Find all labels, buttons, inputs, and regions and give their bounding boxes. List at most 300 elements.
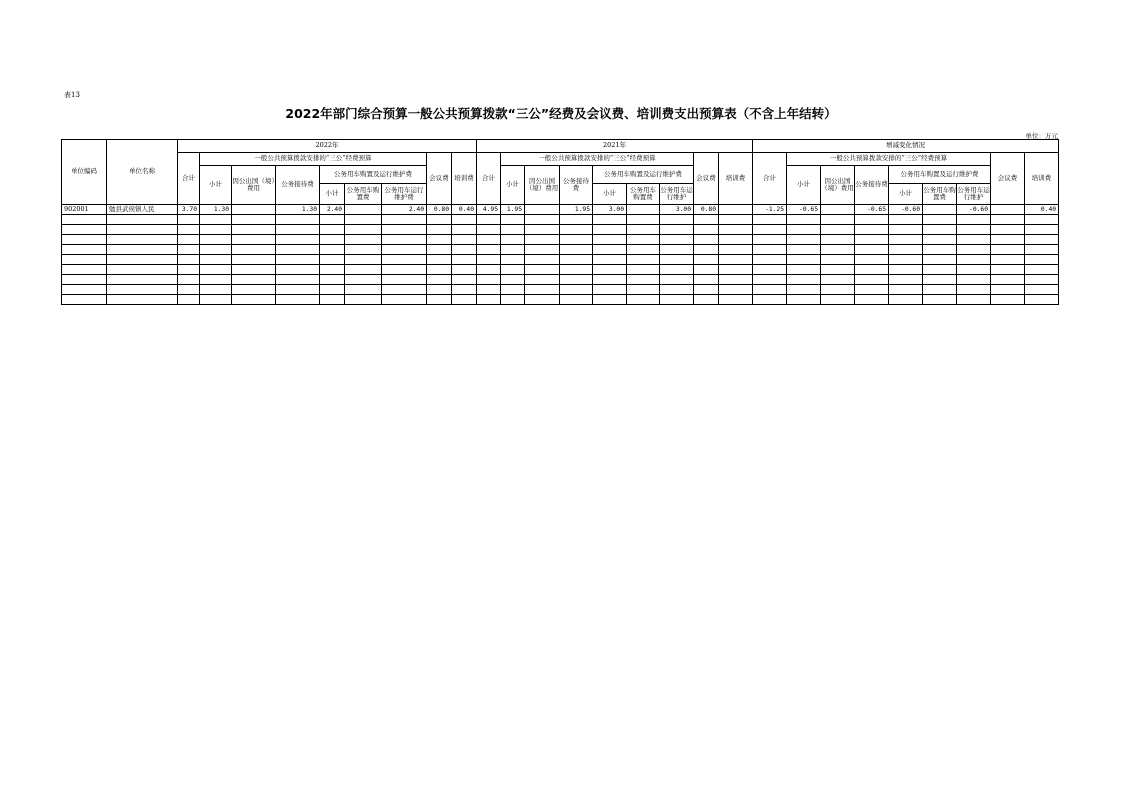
empty-cell: [694, 285, 719, 295]
empty-cell: [232, 275, 276, 285]
empty-cell: [1025, 225, 1059, 235]
cell-value: [821, 205, 855, 215]
empty-cell: [501, 235, 525, 245]
empty-cell: [627, 245, 660, 255]
empty-cell: [1025, 285, 1059, 295]
cell-unit-name: 勉县武侯镇人民: [107, 205, 178, 215]
cell-value: 0.80: [694, 205, 719, 215]
empty-cell: [200, 215, 232, 225]
empty-cell: [62, 215, 107, 225]
empty-cell: [382, 295, 427, 305]
empty-cell: [821, 255, 855, 265]
page-title: 2022年部门综合预算一般公共预算拨款“三公”经费及会议费、培训费支出预算表（不含上年结转）: [285, 106, 837, 121]
empty-cell: [232, 265, 276, 275]
empty-cell: [889, 235, 923, 245]
header-total-2022: 合计: [178, 153, 200, 205]
empty-cell: [889, 285, 923, 295]
empty-cell: [593, 255, 627, 265]
header-vehicle-purchase-change: 公务用车购置费: [923, 184, 957, 205]
empty-cell: [477, 215, 501, 225]
table-number: 表13: [64, 91, 80, 99]
header-total-2021: 合计: [477, 153, 501, 205]
header-abroad-2021: 因公出国（境）费用: [525, 166, 560, 205]
empty-cell: [957, 295, 991, 305]
empty-cell: [991, 245, 1025, 255]
empty-cell: [382, 265, 427, 275]
empty-cell: [525, 255, 560, 265]
empty-cell: [957, 275, 991, 285]
header-vehicle-group-change: 公务用车购置及运行维护费: [889, 166, 991, 184]
cell-value: 4.95: [477, 205, 501, 215]
empty-cell: [276, 285, 320, 295]
empty-cell: [200, 225, 232, 235]
empty-cell: [787, 255, 821, 265]
empty-cell: [753, 215, 787, 225]
empty-cell: [821, 265, 855, 275]
header-vehicle-purchase-2022: 公务用车购置费: [345, 184, 382, 205]
empty-cell: [276, 275, 320, 285]
empty-cell: [320, 265, 345, 275]
empty-cell: [178, 285, 200, 295]
cell-value: -0.60: [889, 205, 923, 215]
empty-cell: [232, 285, 276, 295]
empty-cell: [593, 265, 627, 275]
cell-value: 2.40: [320, 205, 345, 215]
empty-cell: [660, 265, 694, 275]
header-meeting-change: 会议费: [991, 153, 1025, 205]
empty-cell: [753, 285, 787, 295]
empty-cell: [382, 235, 427, 245]
empty-cell: [477, 245, 501, 255]
empty-cell: [593, 275, 627, 285]
empty-cell: [694, 295, 719, 305]
cell-value: 1.30: [200, 205, 232, 215]
empty-cell: [855, 245, 889, 255]
empty-cell: [62, 275, 107, 285]
empty-cell: [276, 225, 320, 235]
empty-cell: [855, 255, 889, 265]
empty-cell: [232, 245, 276, 255]
empty-cell: [694, 225, 719, 235]
empty-cell: [525, 225, 560, 235]
empty-cell: [178, 235, 200, 245]
empty-cell: [62, 225, 107, 235]
empty-cell: [320, 275, 345, 285]
empty-cell: [753, 245, 787, 255]
empty-cell: [1025, 255, 1059, 265]
empty-cell: [382, 275, 427, 285]
empty-cell: [753, 275, 787, 285]
empty-cell: [107, 265, 178, 275]
cell-value: [525, 205, 560, 215]
empty-cell: [320, 235, 345, 245]
empty-cell: [427, 245, 452, 255]
empty-row: [62, 255, 1059, 265]
empty-cell: [525, 235, 560, 245]
empty-cell: [821, 295, 855, 305]
cell-value: 0.40: [452, 205, 477, 215]
header-vehicle-group-2021: 公务用车购置及运行维护费: [593, 166, 694, 184]
empty-cell: [200, 255, 232, 265]
empty-cell: [923, 255, 957, 265]
empty-cell: [923, 295, 957, 305]
empty-cell: [452, 295, 477, 305]
header-subtotal-2021: 小计: [501, 166, 525, 205]
empty-cell: [232, 215, 276, 225]
empty-cell: [753, 235, 787, 245]
cell-value: [991, 205, 1025, 215]
empty-cell: [276, 215, 320, 225]
empty-cell: [957, 255, 991, 265]
cell-value: -0.65: [787, 205, 821, 215]
empty-cell: [452, 275, 477, 285]
empty-cell: [1025, 245, 1059, 255]
empty-cell: [787, 275, 821, 285]
empty-cell: [660, 295, 694, 305]
empty-cell: [427, 275, 452, 285]
empty-cell: [107, 235, 178, 245]
empty-cell: [276, 245, 320, 255]
empty-cell: [427, 215, 452, 225]
empty-cell: [200, 235, 232, 245]
empty-cell: [991, 275, 1025, 285]
header-reception-2022: 公务接待费: [276, 166, 320, 205]
empty-cell: [660, 255, 694, 265]
empty-cell: [62, 255, 107, 265]
header-vehicle-purchase-2021: 公务用车购置费: [627, 184, 660, 205]
empty-cell: [477, 275, 501, 285]
empty-cell: [501, 215, 525, 225]
empty-cell: [694, 245, 719, 255]
empty-cell: [719, 225, 753, 235]
header-training-change: 培训费: [1025, 153, 1059, 205]
empty-cell: [821, 285, 855, 295]
empty-cell: [178, 265, 200, 275]
empty-cell: [525, 275, 560, 285]
cell-value: 3.70: [178, 205, 200, 215]
empty-cell: [889, 265, 923, 275]
empty-cell: [889, 255, 923, 265]
empty-cell: [452, 245, 477, 255]
empty-cell: [889, 295, 923, 305]
empty-cell: [660, 245, 694, 255]
empty-cell: [957, 215, 991, 225]
cell-value: [719, 205, 753, 215]
unit-label: 单位：万元: [1025, 132, 1058, 140]
empty-row: [62, 235, 1059, 245]
empty-cell: [382, 255, 427, 265]
header-vehicle-subtotal-2021: 小计: [593, 184, 627, 205]
empty-cell: [232, 225, 276, 235]
header-subtotal-2022: 小计: [200, 166, 232, 205]
empty-cell: [627, 225, 660, 235]
empty-cell: [787, 215, 821, 225]
empty-cell: [889, 275, 923, 285]
header-unit-name: 单位名称: [107, 140, 178, 205]
empty-cell: [200, 245, 232, 255]
header-change: 增减变化情况: [753, 140, 1059, 153]
empty-cell: [525, 265, 560, 275]
empty-cell: [62, 265, 107, 275]
cell-value: 2.40: [382, 205, 427, 215]
cell-value: 1.30: [276, 205, 320, 215]
empty-cell: [593, 295, 627, 305]
empty-cell: [1025, 265, 1059, 275]
cell-value: 0.40: [1025, 205, 1059, 215]
empty-cell: [694, 255, 719, 265]
empty-cell: [787, 295, 821, 305]
cell-value: -0.60: [957, 205, 991, 215]
header-abroad-change: 因公出国（境）费用: [821, 166, 855, 205]
empty-cell: [855, 265, 889, 275]
cell-value: [232, 205, 276, 215]
empty-cell: [200, 265, 232, 275]
empty-cell: [923, 225, 957, 235]
cell-value: 3.00: [593, 205, 627, 215]
empty-cell: [660, 275, 694, 285]
empty-cell: [560, 215, 593, 225]
empty-cell: [345, 255, 382, 265]
empty-cell: [501, 285, 525, 295]
empty-cell: [719, 285, 753, 295]
empty-cell: [923, 245, 957, 255]
empty-cell: [719, 275, 753, 285]
empty-cell: [232, 255, 276, 265]
header-training-2022: 培训费: [452, 153, 477, 205]
empty-cell: [525, 285, 560, 295]
header-vehicle-run-2022: 公务用车运行维护费: [382, 184, 427, 205]
table-row: [62, 205, 1059, 215]
empty-cell: [107, 295, 178, 305]
header-vehicle-subtotal-2022: 小计: [320, 184, 345, 205]
empty-cell: [178, 225, 200, 235]
header-year-2022: 2022年: [178, 140, 477, 153]
empty-cell: [345, 245, 382, 255]
empty-cell: [107, 255, 178, 265]
empty-cell: [753, 225, 787, 235]
empty-cell: [660, 225, 694, 235]
empty-cell: [957, 245, 991, 255]
empty-cell: [957, 225, 991, 235]
empty-cell: [694, 275, 719, 285]
empty-cell: [991, 265, 1025, 275]
empty-cell: [660, 215, 694, 225]
empty-cell: [560, 255, 593, 265]
empty-cell: [427, 285, 452, 295]
empty-cell: [923, 235, 957, 245]
empty-cell: [200, 275, 232, 285]
empty-cell: [957, 285, 991, 295]
empty-cell: [320, 225, 345, 235]
empty-cell: [178, 275, 200, 285]
empty-row: [62, 245, 1059, 255]
header-training-2021: 培训费: [719, 153, 753, 205]
empty-cell: [660, 235, 694, 245]
empty-cell: [787, 245, 821, 255]
empty-cell: [345, 265, 382, 275]
empty-cell: [923, 285, 957, 295]
empty-cell: [382, 225, 427, 235]
empty-cell: [525, 245, 560, 255]
empty-cell: [991, 285, 1025, 295]
empty-cell: [382, 215, 427, 225]
empty-cell: [719, 265, 753, 275]
empty-cell: [957, 235, 991, 245]
empty-cell: [452, 285, 477, 295]
empty-cell: [855, 295, 889, 305]
empty-cell: [178, 215, 200, 225]
header-reception-change: 公务接待费: [855, 166, 889, 205]
empty-cell: [178, 245, 200, 255]
empty-cell: [232, 235, 276, 245]
empty-cell: [345, 285, 382, 295]
header-vehicle-group-2022: 公务用车购置及运行维护费: [320, 166, 427, 184]
empty-cell: [560, 265, 593, 275]
empty-cell: [107, 285, 178, 295]
header-vehicle-run-change: 公务用车运行维护: [957, 184, 991, 205]
empty-cell: [593, 225, 627, 235]
empty-cell: [821, 275, 855, 285]
empty-cell: [753, 295, 787, 305]
empty-cell: [345, 295, 382, 305]
empty-cell: [178, 255, 200, 265]
empty-cell: [320, 215, 345, 225]
empty-cell: [719, 295, 753, 305]
empty-cell: [320, 285, 345, 295]
empty-cell: [627, 275, 660, 285]
empty-cell: [719, 215, 753, 225]
empty-cell: [320, 245, 345, 255]
header-subtotal-change: 小计: [787, 166, 821, 205]
empty-cell: [889, 225, 923, 235]
empty-cell: [452, 225, 477, 235]
empty-cell: [923, 275, 957, 285]
empty-cell: [719, 255, 753, 265]
empty-cell: [787, 235, 821, 245]
empty-cell: [345, 235, 382, 245]
empty-cell: [593, 245, 627, 255]
cell-value: [627, 205, 660, 215]
empty-cell: [889, 215, 923, 225]
empty-cell: [501, 275, 525, 285]
empty-cell: [62, 295, 107, 305]
empty-cell: [627, 235, 660, 245]
empty-cell: [787, 285, 821, 295]
cell-value: [345, 205, 382, 215]
empty-row: [62, 295, 1059, 305]
empty-cell: [477, 295, 501, 305]
empty-cell: [821, 245, 855, 255]
empty-cell: [627, 265, 660, 275]
budget-table: [61, 139, 1059, 305]
empty-cell: [107, 225, 178, 235]
empty-cell: [452, 235, 477, 245]
empty-cell: [593, 215, 627, 225]
empty-cell: [991, 295, 1025, 305]
empty-cell: [427, 255, 452, 265]
empty-cell: [427, 295, 452, 305]
empty-cell: [320, 295, 345, 305]
empty-cell: [477, 225, 501, 235]
empty-cell: [1025, 235, 1059, 245]
empty-cell: [501, 245, 525, 255]
empty-cell: [382, 245, 427, 255]
header-sangong-2021: 一般公共预算拨款安排的“三公”经费预算: [501, 153, 694, 166]
empty-cell: [320, 255, 345, 265]
empty-cell: [855, 225, 889, 235]
empty-cell: [501, 295, 525, 305]
empty-cell: [452, 215, 477, 225]
empty-cell: [62, 235, 107, 245]
empty-cell: [991, 255, 1025, 265]
empty-cell: [427, 235, 452, 245]
empty-cell: [694, 235, 719, 245]
empty-cell: [477, 235, 501, 245]
header-meeting-2022: 会议费: [427, 153, 452, 205]
empty-cell: [694, 265, 719, 275]
empty-cell: [62, 285, 107, 295]
empty-row: [62, 265, 1059, 275]
header-year-2021: 2021年: [477, 140, 753, 153]
header-unit-code: 单位编码: [62, 140, 107, 205]
header-total-change: 合计: [753, 153, 787, 205]
empty-cell: [200, 295, 232, 305]
empty-cell: [276, 295, 320, 305]
empty-cell: [107, 275, 178, 285]
table-body: [62, 205, 1059, 305]
header-vehicle-subtotal-change: 小计: [889, 184, 923, 205]
header-vehicle-run-2021: 公务用车运行维护: [660, 184, 694, 205]
empty-cell: [200, 285, 232, 295]
empty-cell: [232, 295, 276, 305]
empty-cell: [560, 245, 593, 255]
empty-cell: [477, 255, 501, 265]
empty-cell: [753, 265, 787, 275]
empty-cell: [107, 245, 178, 255]
empty-cell: [107, 215, 178, 225]
empty-cell: [276, 265, 320, 275]
cell-value: -1.25: [753, 205, 787, 215]
empty-cell: [560, 275, 593, 285]
empty-cell: [593, 235, 627, 245]
empty-row: [62, 275, 1059, 285]
cell-unit-code: 902001: [62, 205, 107, 215]
cell-value: [923, 205, 957, 215]
empty-cell: [855, 285, 889, 295]
empty-cell: [345, 225, 382, 235]
empty-cell: [855, 275, 889, 285]
cell-value: 0.80: [427, 205, 452, 215]
empty-row: [62, 225, 1059, 235]
empty-cell: [889, 245, 923, 255]
empty-cell: [627, 255, 660, 265]
empty-cell: [477, 265, 501, 275]
empty-cell: [452, 265, 477, 275]
empty-cell: [787, 225, 821, 235]
empty-cell: [821, 225, 855, 235]
empty-cell: [345, 215, 382, 225]
empty-cell: [627, 285, 660, 295]
empty-cell: [276, 255, 320, 265]
empty-cell: [501, 225, 525, 235]
header-meeting-2021: 会议费: [694, 153, 719, 205]
empty-row: [62, 285, 1059, 295]
empty-cell: [477, 285, 501, 295]
empty-cell: [719, 245, 753, 255]
empty-cell: [855, 215, 889, 225]
empty-cell: [525, 215, 560, 225]
empty-cell: [560, 235, 593, 245]
